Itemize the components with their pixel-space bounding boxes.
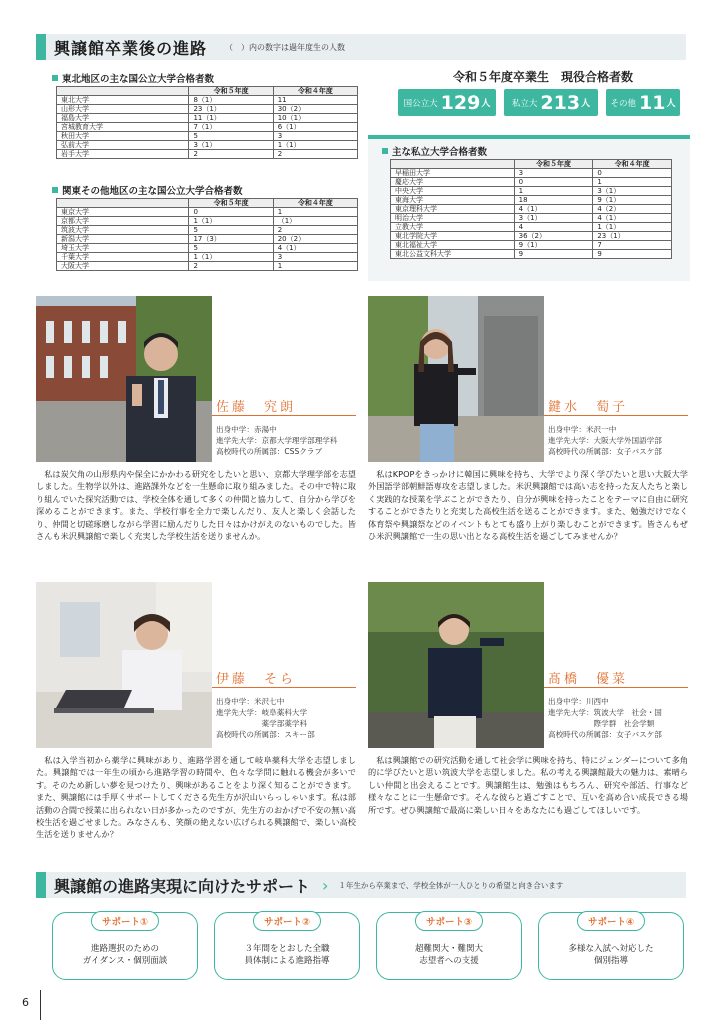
header-note: （ ）内の数字は過年度生の人数 (225, 42, 346, 52)
table-row (57, 226, 358, 235)
table-header: 令和４年度 (593, 160, 672, 169)
name-underline (544, 415, 688, 416)
student-2-info: 出身中学：米沢一中 進学先大学：大阪大学外国語学部 高校時代の所属部：女子バスケ部 (548, 425, 662, 456)
table-row (57, 253, 358, 262)
university-name: 中央大学 (391, 187, 515, 196)
table-row (57, 123, 358, 132)
pass-count: 1 (593, 178, 672, 187)
university-name: 弘前大学 (57, 141, 189, 150)
table-row (391, 241, 672, 250)
chevron-right-icon: › (322, 875, 329, 895)
table-row (57, 114, 358, 123)
pass-count: 9 (514, 250, 593, 259)
table-row (391, 232, 672, 241)
header-accent (36, 872, 46, 898)
pass-count: 6（1） (273, 123, 357, 132)
university-name: 岩手大学 (57, 150, 189, 159)
kanto-title: 関東その他地区の主な国公立大学合格者数 (52, 183, 243, 197)
student-4-info: 出身中学：川西中 進学先大学：筑波大学 社会・国 際学群 社会学類 高校時代の所属部：女子バスケ部 (548, 697, 662, 739)
table-row (57, 235, 358, 244)
table-header (57, 87, 189, 96)
table-row (57, 132, 358, 141)
table-row (391, 169, 672, 178)
pass-count: 3 (514, 169, 593, 178)
pass-count: 1 (273, 208, 357, 217)
pass-count: 7 (593, 241, 672, 250)
university-name: 福島大学 (57, 114, 189, 123)
university-name: 埼玉大学 (57, 244, 189, 253)
pass-count: 3 (273, 132, 357, 141)
university-name: 早稲田大学 (391, 169, 515, 178)
pass-count: 23（1） (593, 232, 672, 241)
pass-count: 11 (273, 96, 357, 105)
university-name: 東海大学 (391, 196, 515, 205)
grads-title: 令和５年度卒業生 現役合格者数 (452, 70, 633, 84)
university-name: 山形大学 (57, 105, 189, 114)
pass-count: 17（3） (189, 235, 273, 244)
student-2-name: 鍵水 萄子 (548, 400, 629, 415)
pass-count: 3 (273, 253, 357, 262)
pass-count: 36（2） (514, 232, 593, 241)
private-table (390, 159, 672, 259)
square-bullet-icon (52, 187, 58, 193)
page-header (36, 34, 686, 60)
kanto-table (56, 198, 358, 271)
pass-count: 0 (514, 178, 593, 187)
table-header: 令和５年度 (514, 160, 593, 169)
student-4-name: 髙橋 優菜 (548, 672, 629, 687)
student-1-name: 佐藤 究朗 (216, 400, 297, 415)
table-header: 令和４年度 (273, 87, 357, 96)
badge-national: 国公立大 129 人 (398, 89, 496, 116)
pass-count: 1 (514, 187, 593, 196)
pass-count: 30（2） (273, 105, 357, 114)
university-name: 慶応大学 (391, 178, 515, 187)
university-name: 東京大学 (57, 208, 189, 217)
square-bullet-icon (382, 148, 388, 154)
student-1-text: 私は炭欠角の山形県内や保全にかかわる研究をしたいと思い、京都大学理学部を志望しました。生物学以外は、進路課外などを一生懸命に取り組みました。その中で特に取り組んでいた探究活動では、学校全体を通して多くの仲間と協力して、自分から学びを深めることができます。また、学校行事を全力で楽しんだり、友人と楽しく会話したり、仲間と切磋琢磨しながら学習に励んだりした日々はかけがえのないものでした。皆さんも米沢興譲館で楽しく充実した学校生活を送りませんか。 (36, 469, 356, 542)
university-name: 東北福祉大学 (391, 241, 515, 250)
table-row (391, 223, 672, 232)
pass-count: 4（2） (593, 205, 672, 214)
student-1-photo (36, 296, 212, 462)
support-header (36, 872, 686, 898)
table-header: 令和５年度 (189, 87, 273, 96)
page-number: 6 (22, 996, 29, 1009)
table-header (57, 199, 189, 208)
pass-count: 2 (189, 262, 273, 271)
university-name: 東京理科大学 (391, 205, 515, 214)
student-3-text: 私は入学当初から薬学に興味があり、進路学習を通して岐阜薬科大学を志望しました。興譲館では一年生の頃から進路学習の時間や、色々な学問に触れる機会が多いです。そのため新しい夢を見つけたり、興味があることをより深く知ることができます。また、興譲館には手厚くサポートしてくださる先生方が沢山いらっしゃいます。私は部活動の合間で授業に出られない日が多かったのですが、先生方のおかげで不安の無い高校生活を過ごせました。みなさんも、笑顔の絶えない広げられる興譲館で、楽しい高校生活を送りませんか？ (36, 755, 356, 840)
university-name: 秋田大学 (57, 132, 189, 141)
tohoku-table (56, 86, 358, 159)
table-header (391, 160, 515, 169)
pass-count: 5 (189, 226, 273, 235)
pass-count: 2 (189, 150, 273, 159)
student-2-photo (368, 296, 544, 462)
pass-count: 8（1） (189, 96, 273, 105)
support-card-2: サポート② ３年間をとおした全職 員体制による進路指導 (214, 912, 360, 980)
university-name: 京都大学 (57, 217, 189, 226)
pass-count: 4（1） (514, 205, 593, 214)
pass-count: 23（1） (189, 105, 273, 114)
support-title: 興譲館の進路実現に向けたサポート (54, 876, 311, 896)
table-row (57, 105, 358, 114)
pass-count: 10（1） (273, 114, 357, 123)
student-1-image (36, 296, 212, 462)
table-row (57, 217, 358, 226)
student-4-text: 私は興譲館での研究活動を通して社会学に興味を持ち、特にジェンダーについて多角的に学びたいと思い筑波大学を志望しました。私の考える興譲館最大の魅力は、素晴らしい仲間と出会えることです。興譲館生は、勉強はもちろん、研究や部活、行事など様々なことに一生懸命です。そんな彼らと過ごすことで、互いを高め合い成長できる場所です。ぜひ興譲館で最高に楽しい日々をあなたにも過ごしてほしいです。 (368, 755, 688, 815)
student-4-image (368, 582, 544, 748)
university-name: 明治大学 (391, 214, 515, 223)
grads-badges (398, 89, 688, 116)
pass-count: 0 (593, 169, 672, 178)
student-3-name: 伊藤 そら (216, 672, 297, 687)
table-row (57, 262, 358, 271)
pass-count: 9 (593, 250, 672, 259)
header-accent (36, 34, 46, 60)
student-3-photo (36, 582, 212, 748)
university-name: 立教大学 (391, 223, 515, 232)
name-underline (544, 687, 688, 688)
name-underline (212, 687, 356, 688)
pass-count: 1 (273, 262, 357, 271)
pass-count: 3（1） (514, 214, 593, 223)
table-row (391, 178, 672, 187)
pass-count: 0 (189, 208, 273, 217)
pass-count: 9（1） (593, 196, 672, 205)
pass-count: 7（1） (189, 123, 273, 132)
university-name: 東北学院大学 (391, 232, 515, 241)
table-row (57, 150, 358, 159)
support-card-3: サポート③ 超難関大・難関大 志望者への支援 (376, 912, 522, 980)
student-4-photo (368, 582, 544, 748)
support-cards (52, 912, 688, 986)
student-3-info: 出身中学：米沢七中 進学先大学：岐阜薬科大学 薬学部薬学科 高校時代の所属部：スキー部 (216, 697, 315, 739)
table-row (57, 96, 358, 105)
pass-count: 1（1） (189, 217, 273, 226)
table-row (57, 208, 358, 217)
pass-count: 3（1） (189, 141, 273, 150)
page-title: 興譲館卒業後の進路 (54, 38, 208, 58)
pass-count: 1（1） (593, 223, 672, 232)
private-title: 主な私立大学合格者数 (382, 144, 487, 158)
support-card-4: サポート④ 多様な入試へ対応した 個別指導 (538, 912, 684, 980)
student-2-image (368, 296, 544, 462)
table-row (391, 205, 672, 214)
table-row (391, 196, 672, 205)
table-header: 令和４年度 (273, 199, 357, 208)
student-2-text: 私はKPOPをきっかけに韓国に興味を持ち、大学でより深く学びたいと思い大阪大学外国語学部朝鮮語専攻を志望しました。米沢興譲館では高い志を持った友人たちと楽しく実践的な授業を学ぶことができたり、自分が興味を持ったことをテーマに自由に研究することができたりと充実した高校生活を送ることができます。また、勉強だけでなく体育祭や興譲祭などのイベントもとても盛り上がり楽しむことができます。皆さんもぜひ米沢興譲館で一生の思い出となる高校生活を過ごしてみませんか？ (368, 469, 688, 542)
name-underline (212, 415, 356, 416)
university-name: 筑波大学 (57, 226, 189, 235)
university-name: 宮城教育大学 (57, 123, 189, 132)
pass-count: （1） (273, 217, 357, 226)
pass-count: 9（1） (514, 241, 593, 250)
table-row (391, 250, 672, 259)
pass-count: 5 (189, 132, 273, 141)
pass-count: 1（1） (189, 253, 273, 262)
square-bullet-icon (52, 75, 58, 81)
pass-count: 4 (514, 223, 593, 232)
student-1-info: 出身中学：赤湯中 進学先大学：京都大学理学部理学科 高校時代の所属部：CSSクラブ (216, 425, 338, 456)
support-note: １年生から卒業まで、学校全体が一人ひとりの希望と向き合います (338, 880, 564, 890)
student-3-image (36, 582, 212, 748)
university-name: 東北公益文科大学 (391, 250, 515, 259)
table-row (391, 187, 672, 196)
pass-count: 1（1） (273, 141, 357, 150)
table-row (57, 244, 358, 253)
pass-count: 2 (273, 150, 357, 159)
pass-count: 5 (189, 244, 273, 253)
badge-private: 私立大 213 人 (504, 89, 598, 116)
table-row (57, 141, 358, 150)
university-name: 東北大学 (57, 96, 189, 105)
table-row (391, 214, 672, 223)
private-box (368, 135, 690, 281)
university-name: 千葉大学 (57, 253, 189, 262)
pass-count: 20（2） (273, 235, 357, 244)
pass-count: 11（1） (189, 114, 273, 123)
page-divider (40, 990, 41, 1020)
support-card-1: サポート① 進路選択のための ガイダンス・個別面談 (52, 912, 198, 980)
pass-count: 4（1） (273, 244, 357, 253)
pass-count: 4（1） (593, 214, 672, 223)
university-name: 新潟大学 (57, 235, 189, 244)
table-header: 令和５年度 (189, 199, 273, 208)
badge-other: その他 11 人 (606, 89, 680, 116)
pass-count: 2 (273, 226, 357, 235)
tohoku-title: 東北地区の主な国公立大学合格者数 (52, 71, 214, 85)
university-name: 大阪大学 (57, 262, 189, 271)
pass-count: 3（1） (593, 187, 672, 196)
pass-count: 18 (514, 196, 593, 205)
